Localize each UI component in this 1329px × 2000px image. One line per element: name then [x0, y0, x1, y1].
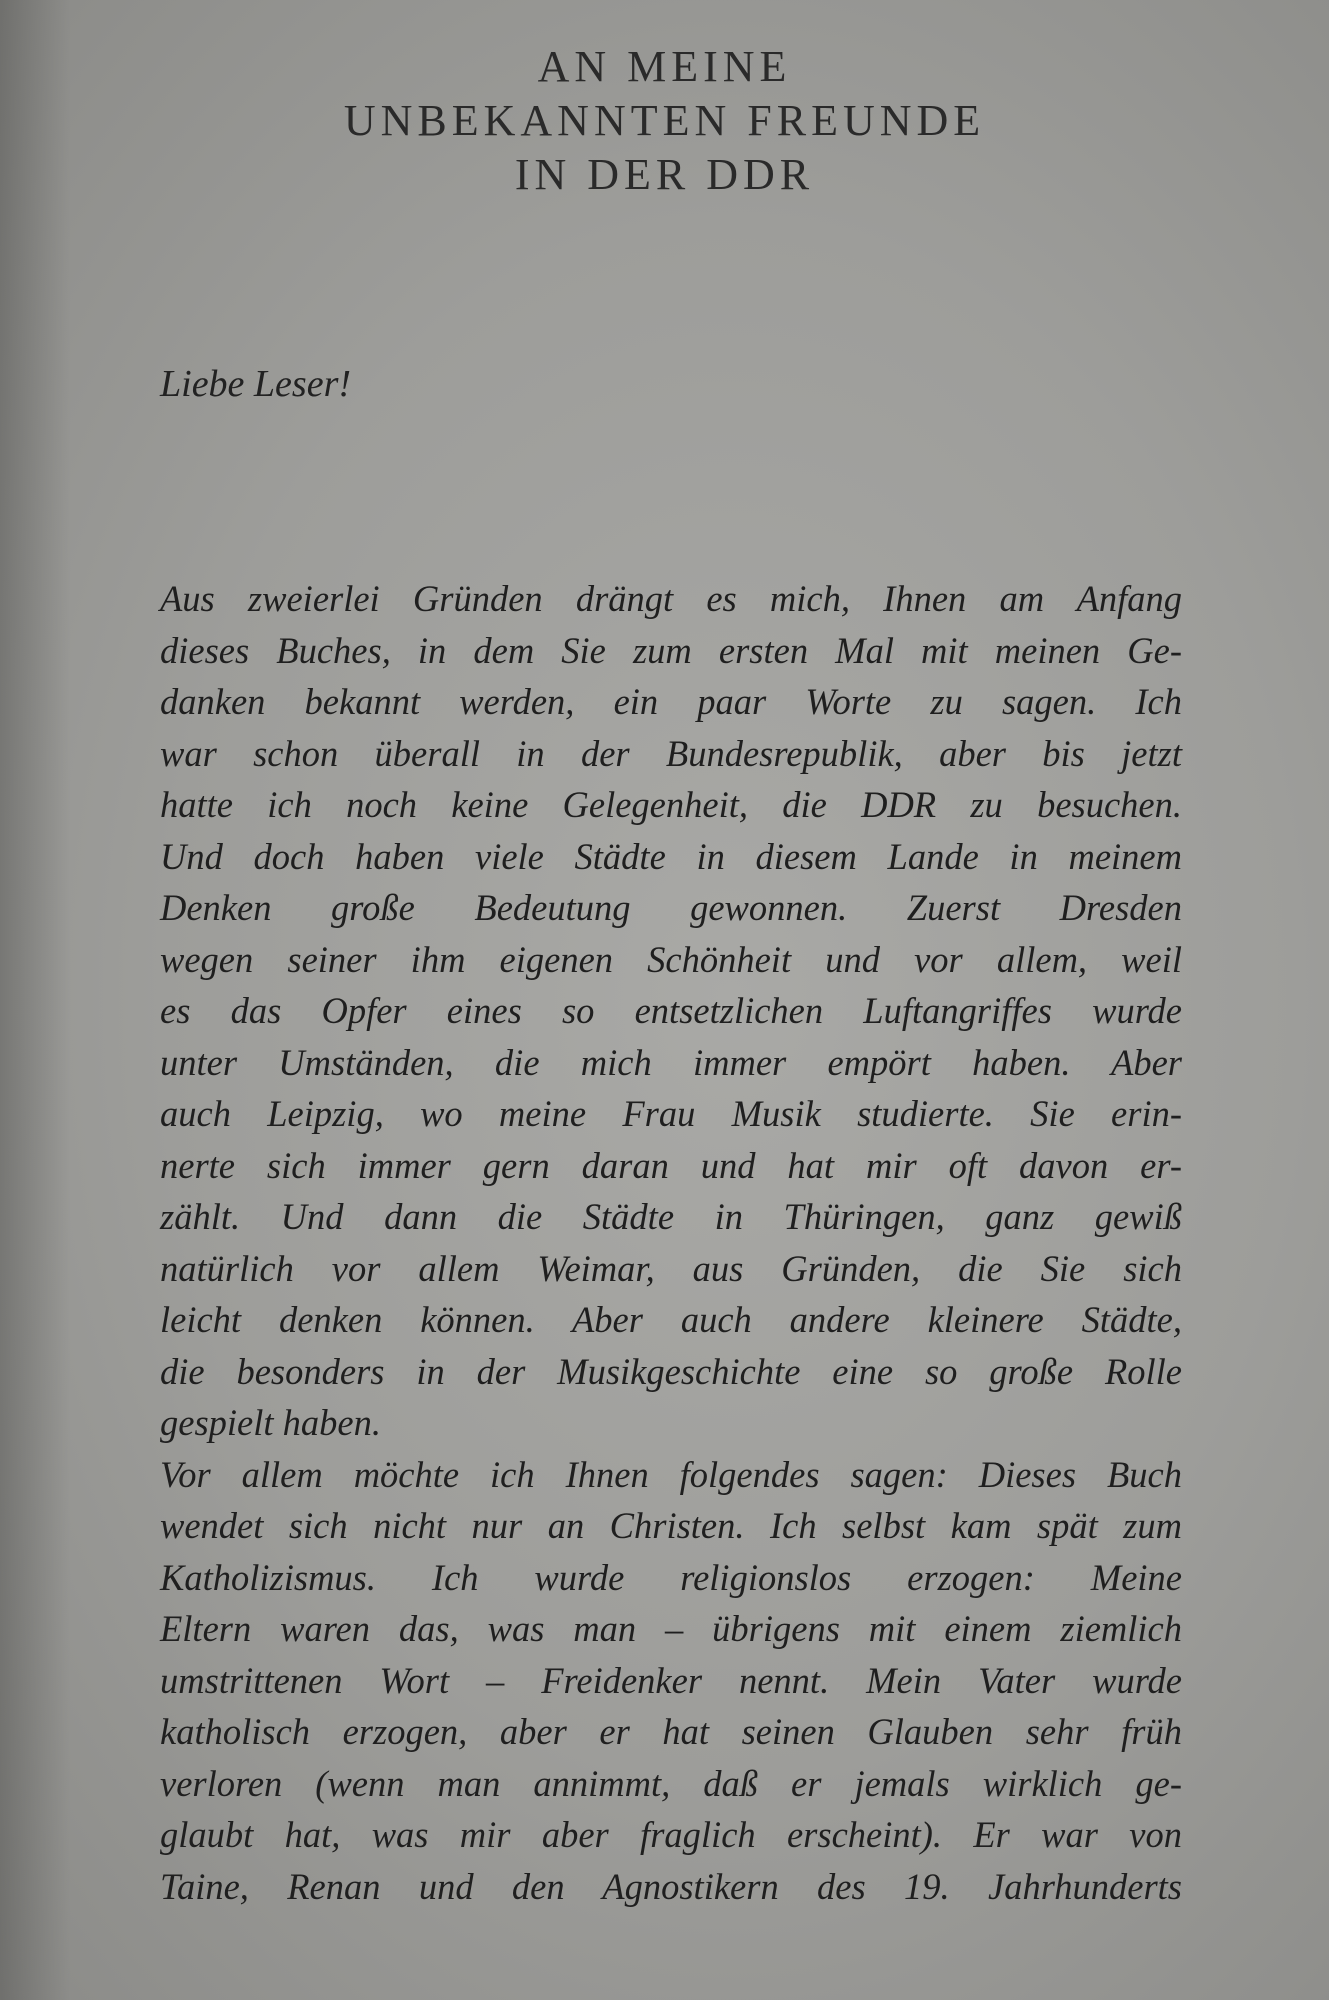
text-line: auch Leipzig, wo meine Frau Musik studierte. Sie erin-: [160, 1093, 1182, 1134]
salutation: Liebe Leser!: [160, 363, 352, 405]
text-line: umstrittenen Wort – Freidenker nennt. Mein Vater wurde: [160, 1659, 1182, 1701]
text-line: natürlich vor allem Weimar, aus Gründen, die Sie sich: [160, 1247, 1182, 1289]
text-line: wendet sich nicht nur an Christen. Ich selbst kam spät zum: [160, 1505, 1182, 1546]
text-line: Taine, Renan und den Agnostikern des 19. Jahrhunderts: [160, 1865, 1182, 1907]
text-line: glaubt hat, was mir aber fraglich erscheint). Er war von: [160, 1814, 1182, 1855]
paragraph-1: [160, 573, 1182, 1449]
text-line: leicht denken können. Aber auch andere kleinere Städte,: [160, 1299, 1182, 1340]
text-line: katholisch erzogen, aber er hat seinen Glauben sehr früh: [160, 1711, 1182, 1752]
text-line: nerte sich immer gern daran und hat mir oft davon er-: [160, 1144, 1182, 1186]
text-line: dieses Buches, in dem Sie zum ersten Mal mit meinen Ge-: [160, 629, 1182, 671]
text-line: es das Opfer eines so entsetzlichen Luftangriffes wurde: [160, 990, 1182, 1031]
text-line: zählt. Und dann die Städte in Thüringen, ganz gewiß: [160, 1196, 1182, 1237]
paragraph-2: [160, 1449, 1182, 1913]
text-line: Vor allem möchte ich Ihnen folgendes sagen: Dieses Buch: [160, 1453, 1182, 1495]
text-line: hatte ich noch keine Gelegenheit, die DDR zu besuchen.: [160, 784, 1182, 825]
text-line: Eltern waren das, was man – übrigens mit einem ziemlich: [160, 1608, 1182, 1649]
text-line: danken bekannt werden, ein paar Worte zu sagen. Ich: [160, 681, 1182, 722]
text-line: Denken große Bedeutung gewonnen. Zuerst Dresden: [160, 887, 1182, 928]
title-line-2: UNBEKANNTEN FREUNDE: [343, 96, 986, 145]
text-line: Katholizismus. Ich wurde religionslos erzogen: Meine: [160, 1556, 1182, 1598]
text-line: verloren (wenn man annimmt, daß er jemals wirklich ge-: [160, 1762, 1182, 1804]
text-line: gespielt haben.: [160, 1402, 381, 1443]
chapter-title: [0, 40, 1329, 202]
text-line: unter Umständen, die mich immer empört haben. Aber: [160, 1041, 1182, 1083]
text-line: war schon überall in der Bundesrepublik, aber bis jetzt: [160, 732, 1182, 774]
body-text: [160, 573, 1182, 1912]
text-line: Aus zweierlei Gründen drängt es mich, Ihnen am Anfang: [160, 578, 1182, 619]
title-line-1: AN MEINE: [537, 42, 792, 91]
text-line: Und doch haben viele Städte in diesem Lande in meinem: [160, 835, 1182, 877]
title-line-3: IN DER DDR: [514, 150, 815, 199]
page-gutter-shadow: [0, 0, 70, 2000]
text-line: die besonders in der Musikgeschichte eine so große Rolle: [160, 1350, 1182, 1392]
text-line: wegen seiner ihm eigenen Schönheit und vor allem, weil: [160, 938, 1182, 980]
